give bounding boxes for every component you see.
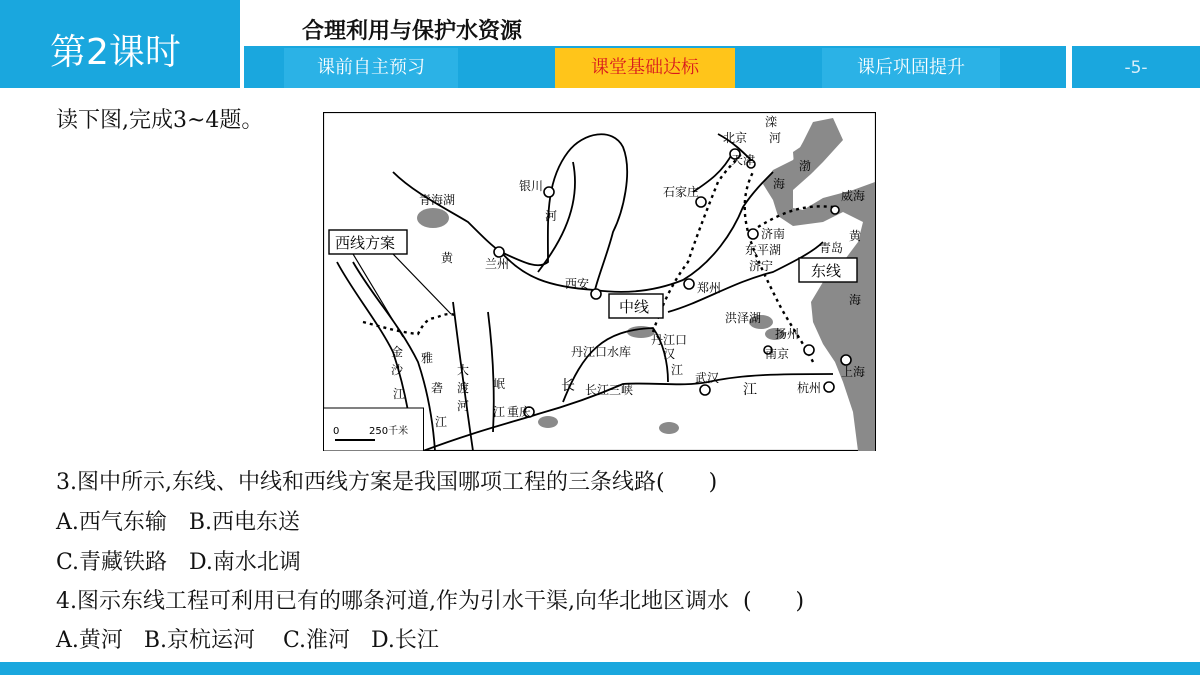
map-label-han: 汉 (663, 347, 676, 361)
south-north-water-map (323, 112, 876, 451)
question-4: 4.图示东线工程可利用已有的哪条河道,作为引水干渠,向华北地区调水 ( ) (56, 589, 805, 614)
map-label-yinchuan: 银川 (519, 179, 544, 193)
map-label-chongqing: 重庆 (507, 405, 532, 419)
map-scale-length: 250千米 (369, 426, 409, 437)
map-label-dongpinghu: 东平湖 (745, 243, 782, 257)
map-label-yangzhou: 扬州 (775, 327, 800, 341)
map-label-wuhan: 武汉 (695, 371, 720, 385)
map-label-shijiazhuang: 石家庄 (663, 185, 700, 199)
map-label-qingdao: 青岛 (819, 241, 844, 255)
map-scale-zero: 0 (333, 426, 340, 437)
map-label-jin-3: 江 (393, 387, 406, 401)
tab-classroom[interactable]: 课堂基础达标 (555, 48, 735, 88)
map-label-qinghaihu: 青海湖 (419, 193, 456, 207)
intro-text: 读下图,完成3~4题。 (56, 108, 264, 133)
map-label-han-jiang: 江 (671, 363, 684, 377)
map-label-dadu-2: 渡 (457, 381, 470, 395)
map-label-hangzhou: 杭州 (797, 381, 822, 395)
lesson-title: 第2课时 (50, 32, 181, 73)
question-3-options-ab: A.西气东输 B.西电东送 (56, 510, 301, 535)
question-3-options-cd: C.青藏铁路 D.南水北调 (56, 550, 301, 575)
map-label-dadu-3: 河 (457, 399, 470, 413)
map-label-tianjin: 天津 (731, 153, 756, 167)
question-3: 3.图中所示,东线、中线和西线方案是我国哪项工程的三条线路( ) (56, 470, 718, 495)
map-label-hai: 海 (773, 177, 786, 191)
map-label-min: 岷 (493, 377, 506, 391)
map-label-beijing: 北京 (723, 131, 748, 145)
map-label-luanhe-1: 滦 (765, 115, 778, 129)
tab-review[interactable]: 课后巩固提升 (822, 48, 1000, 88)
map-label-jinan: 济南 (761, 227, 786, 241)
map-label-jin-1: 金 (391, 345, 404, 359)
map-label-lanzhou: 兰州 (485, 257, 510, 271)
map-label-zhengzhou: 郑州 (697, 281, 722, 295)
map-label-changjiang-jiang: 江 (743, 382, 757, 398)
map-label-huang: 黄 (441, 251, 454, 265)
map-label-hongzehu: 洪泽湖 (725, 311, 762, 325)
map-label-huanghai-1: 黄 (849, 229, 862, 243)
map-label-sanxia: 长江三峡 (585, 383, 634, 397)
map-label-danjiangkou-2: 丹江口 (651, 333, 688, 347)
map-label-he: 河 (545, 209, 558, 223)
map-label-jin-2: 沙 (391, 363, 404, 377)
map-label-chang: 长 (561, 378, 575, 394)
tab-preview[interactable]: 课前自主预习 (284, 48, 458, 88)
map-label-xian: 西安 (565, 277, 590, 291)
bottom-bar (0, 662, 1200, 675)
map-label-zhongxian: 中线 (619, 298, 650, 316)
map-label-danjiangkou: 丹江口水库 (571, 345, 632, 359)
map-label-jining: 济宁 (749, 259, 774, 273)
map-label-dadu-1: 大 (457, 363, 470, 377)
map-label-min-jiang: 江 (493, 405, 506, 419)
map-label-shanghai: 上海 (841, 365, 866, 379)
map-label-bo: 渤 (799, 159, 812, 173)
map-label-dongxian: 东线 (811, 262, 842, 280)
map-label-huanghai-2: 海 (849, 293, 862, 307)
map-label-ya-2: 砻 (431, 381, 444, 395)
map-label-weihai: 威海 (841, 189, 866, 203)
map-label-ya-1: 雅 (421, 351, 434, 365)
page-number: -5- (1124, 58, 1148, 78)
map-label-nanjing: 南京 (765, 347, 790, 361)
map-label-ya-3: 江 (435, 415, 448, 429)
map-label-xixian: 西线方案 (335, 234, 396, 252)
question-4-options: A.黄河 B.京杭运河 C.淮河 D.长江 (56, 628, 439, 653)
topic-title: 合理利用与保护水资源 (302, 19, 523, 44)
map-label-luanhe-2: 河 (769, 131, 782, 145)
